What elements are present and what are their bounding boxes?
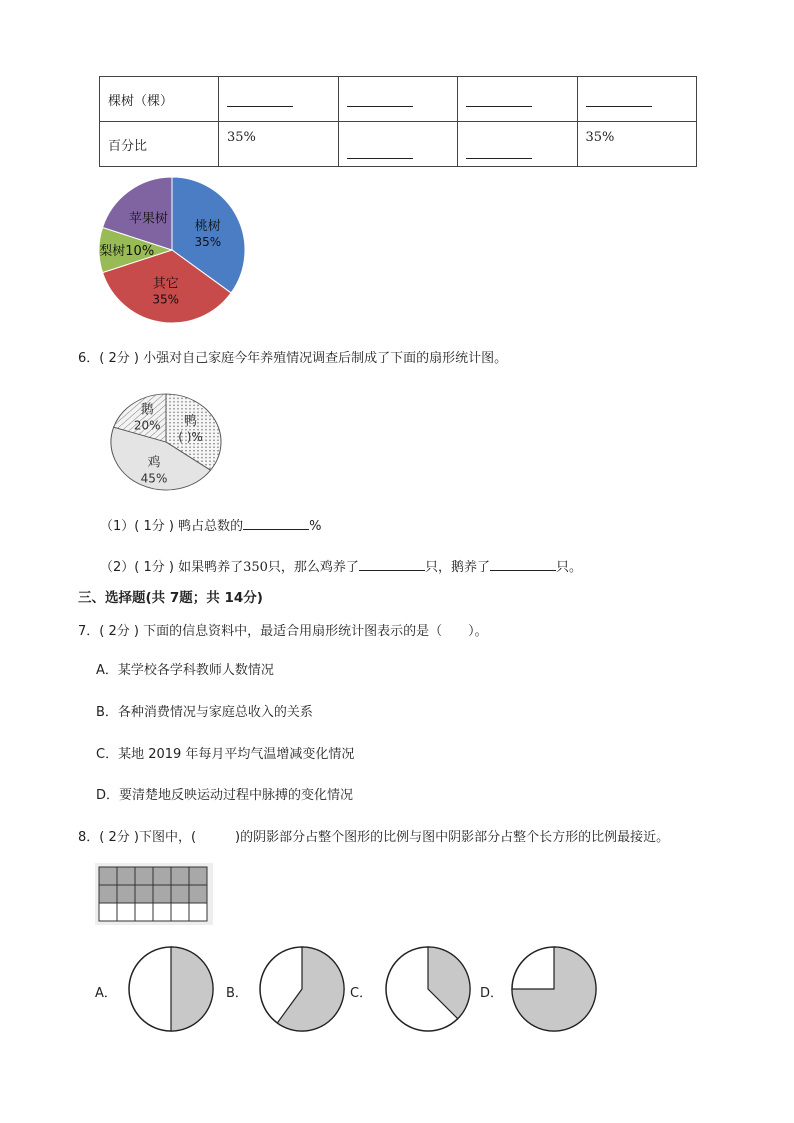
blank-cell bbox=[458, 77, 578, 122]
pie-slice-label: 其它 bbox=[152, 276, 179, 292]
shaded-sector bbox=[171, 947, 213, 1031]
row1-label: 棵树（棵） bbox=[100, 77, 219, 122]
pct-cell bbox=[577, 122, 697, 167]
pie-slice-label: 鸭 bbox=[183, 414, 198, 430]
q8-option-b-label[interactable]: B． bbox=[226, 986, 248, 1001]
q8-title: 8．( 2分 )下图中，( )的阴影部分占整个图形的比例与图中阴影部分占整个长方形的比例最接近。 bbox=[78, 830, 670, 845]
pie-value-label: 45% bbox=[140, 471, 168, 486]
grid-cell bbox=[99, 903, 117, 921]
table-row bbox=[100, 122, 697, 167]
grid-cell bbox=[153, 867, 171, 885]
grid-cell bbox=[171, 903, 189, 921]
blank-cell bbox=[338, 77, 458, 122]
pie-slice-label: 苹果树 bbox=[128, 211, 168, 227]
q7-option-c[interactable]: C．某地 2019 年每月平均气温增减变化情况 bbox=[96, 747, 355, 762]
q8-option-d-label[interactable]: D． bbox=[480, 986, 504, 1001]
grid-cell bbox=[153, 903, 171, 921]
grid-cell bbox=[153, 885, 171, 903]
blank-cell bbox=[458, 122, 578, 167]
farm-pie-chart bbox=[104, 390, 228, 494]
q8-option-a-label[interactable]: A． bbox=[95, 986, 117, 1001]
pie-slice-label: 梨树10% bbox=[99, 244, 155, 259]
q6-sub1: （1）( 1分 ) 鸭占总数的 % bbox=[100, 519, 322, 534]
grid-cell bbox=[117, 867, 135, 885]
grid-cell bbox=[189, 903, 207, 921]
grid-cell bbox=[117, 885, 135, 903]
q8-option-c-label[interactable]: C． bbox=[350, 986, 373, 1001]
blank-cell bbox=[338, 122, 458, 167]
grid-cell bbox=[189, 885, 207, 903]
section-heading: 三、选择题(共 7题；共 14分) bbox=[78, 590, 263, 606]
grid-cell bbox=[117, 903, 135, 921]
pie-slice-label: 鹅 bbox=[140, 402, 154, 418]
grid-cell bbox=[99, 867, 117, 885]
grid-cell bbox=[135, 885, 153, 903]
pie-value-label: 20% bbox=[133, 418, 161, 433]
q7-option-a[interactable]: A．某学校各学科教师人数情况 bbox=[96, 663, 274, 678]
q8-option-a-circle[interactable] bbox=[127, 945, 215, 1033]
q7-option-b[interactable]: B．各种消费情况与家庭总收入的关系 bbox=[96, 705, 313, 720]
q8-grid-figure bbox=[95, 863, 213, 925]
grid-cell bbox=[171, 885, 189, 903]
q7-option-d[interactable]: D．要清楚地反映运动过程中脉搏的变化情况 bbox=[96, 788, 354, 803]
pie-value-label: 35% bbox=[194, 234, 222, 249]
q8-option-c-circle[interactable] bbox=[384, 945, 472, 1033]
tree-pie-chart bbox=[94, 172, 254, 332]
q6-title: 6．( 2分 ) 小强对自己家庭今年养殖情况调查后制成了下面的扇形统计图。 bbox=[78, 351, 508, 366]
pct-value: 35% bbox=[227, 130, 256, 145]
q7-title: 7．( 2分 ) 下面的信息资料中，最适合用扇形统计图表示的是（ ）。 bbox=[78, 624, 488, 639]
grid-cell bbox=[135, 903, 153, 921]
q8-option-d-circle[interactable] bbox=[510, 945, 598, 1033]
blank-cell bbox=[219, 77, 339, 122]
q8-option-b-circle[interactable] bbox=[258, 945, 346, 1033]
grid-cell bbox=[135, 867, 153, 885]
blank-cell bbox=[577, 77, 697, 122]
pct-cell bbox=[219, 122, 339, 167]
table-row bbox=[100, 77, 697, 122]
pct-value: 35% bbox=[585, 130, 615, 145]
pie-slice-label: 鸡 bbox=[147, 455, 161, 471]
q6-sub2: （2）( 1分 ) 如果鸭养了350只，那么鸡养了 只，鹅养了 只。 bbox=[100, 560, 582, 575]
pie-slice-label: 桃树 bbox=[194, 218, 221, 234]
row2-label: 百分比 bbox=[100, 122, 219, 167]
grid-cell bbox=[99, 885, 117, 903]
pie-value-label: 35% bbox=[152, 292, 180, 307]
pie-value-label: ( )% bbox=[178, 430, 203, 445]
grid-cell bbox=[171, 867, 189, 885]
grid-cell bbox=[189, 867, 207, 885]
tree-table bbox=[99, 76, 697, 167]
